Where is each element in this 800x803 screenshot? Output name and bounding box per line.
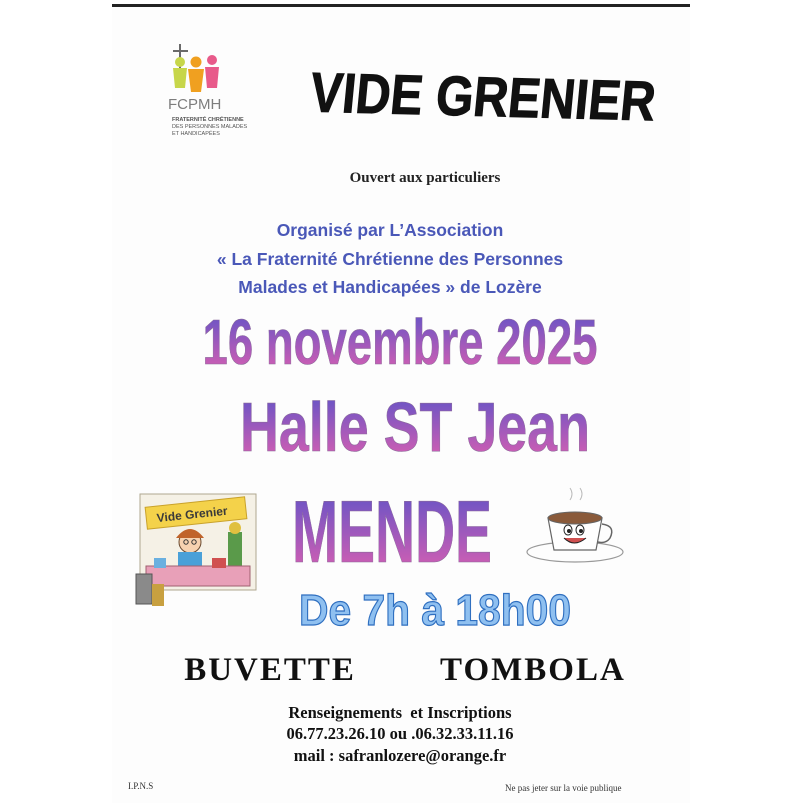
page-title <box>300 60 715 146</box>
logo-subtitle-line: FRATERNITÉ CHRÉTIENNE <box>172 117 244 123</box>
stall-sign-text: Vide Grenier <box>156 503 229 526</box>
event-date <box>195 302 605 380</box>
open-to-public: Ouvert aux particuliers <box>349 170 501 186</box>
logo-name: FCPMH <box>168 96 222 113</box>
event-venue <box>225 385 605 467</box>
ipns-mark: I.P.N.S <box>128 781 154 791</box>
litter-notice: Ne pas jeter sur la voie publique <box>505 783 622 793</box>
event-hours-text: De 7h à 18h00 <box>299 586 571 635</box>
extras-text: BUVETTE TOMBOLA <box>184 652 626 688</box>
logo-subtitle-line: DES PERSONNES MALADES <box>172 124 248 130</box>
page-title-text: VIDE GRENIER <box>307 60 715 134</box>
event-city <box>285 482 500 581</box>
contact-mail: mail : safranlozere@orange.fr <box>293 746 507 765</box>
event-venue-text: Halle ST Jean <box>240 388 590 466</box>
contact-heading: Renseignements et Inscriptions <box>288 703 512 722</box>
extras-buvette-tombola <box>160 652 650 689</box>
logo-subtitle <box>172 117 260 138</box>
contact-phones: 06.77.23.26.10 ou .06.32.33.11.16 <box>286 724 514 743</box>
organizer-line-2: « La Fraternité Chrétienne des Personnes <box>216 249 564 269</box>
event-date-text: 16 novembre 2025 <box>202 306 598 378</box>
organizer-line-1: Organisé par L’Association <box>276 220 504 240</box>
flea-market-stall-illustration-icon <box>132 488 264 610</box>
event-hours <box>290 582 580 638</box>
event-city-text: MENDE <box>292 482 492 581</box>
logo-subtitle-line: ET HANDICAPÉES <box>172 131 220 137</box>
smiling-coffee-cup-icon <box>520 490 630 570</box>
organizer-line-3: Malades et Handicapées » de Lozère <box>238 277 542 297</box>
